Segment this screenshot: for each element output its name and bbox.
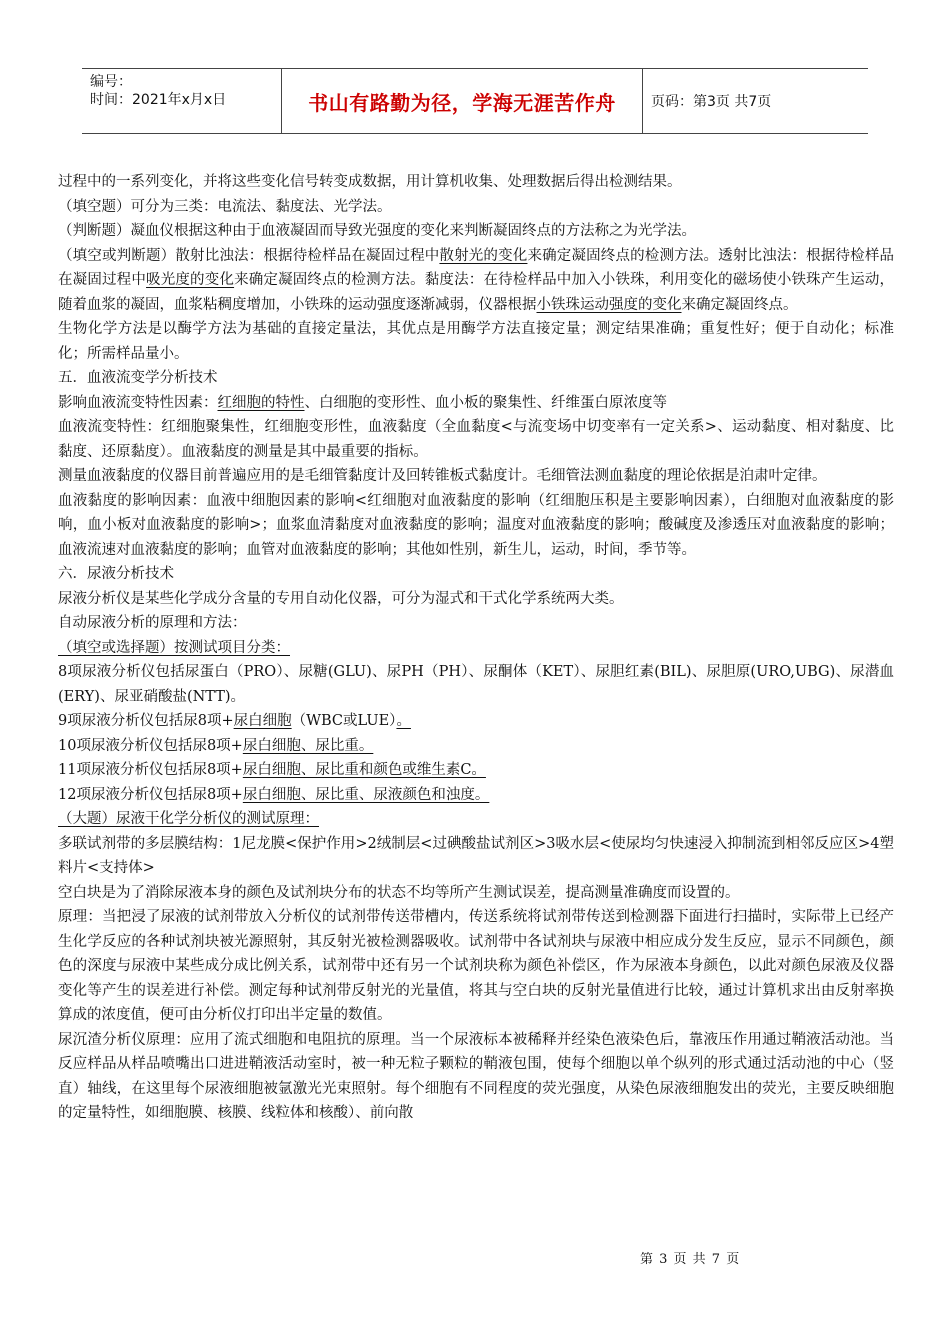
text-segment: 六．尿液分析技术 <box>58 566 174 582</box>
paragraph <box>58 758 894 783</box>
text-segment: 尿液分析仪是某些化学成分含量的专用自动化仪器，可分为湿式和干式化学系统两大类。 <box>58 590 624 607</box>
text-segment: （填空或判断题）散射比浊法：根据待检样品在凝固过程中 <box>58 247 440 264</box>
text-segment: 多联试剂带的多层膜结构：1尼龙膜<保护作用>2绒制层<过碘酸盐试剂区>3吸水层<使尿均匀快速浸入抑制流到相邻反应区>4塑料片<支持体> <box>58 835 894 876</box>
underlined-text: 尿白细胞、尿比重、尿液颜色和浊度。 <box>242 786 490 803</box>
paragraph <box>58 170 894 195</box>
text-segment: （判断题）凝血仪根据这种由于血液凝固而导致光强度的变化来判断凝固终点的方法称之为光学法。 <box>58 223 696 239</box>
paragraph <box>58 611 894 636</box>
text-segment: （WBC或LUE） <box>291 713 397 729</box>
paragraph <box>58 587 894 612</box>
text-segment: 影响血液流变特性因素： <box>58 394 218 411</box>
text-segment: 血液黏度的影响因素：血液中细胞因素的影响<红细胞对血液黏度的影响（红细胞压积是主要影响因素），白细胞对血液黏度的影响，血小板对血液黏度的影响>；血浆血清黏度对血液黏度的影响；温度对血液黏度的影响；酸碱度及渗透压对血液黏度的影响；血液流速对血液黏度的影响；血管对血液黏度的影响；其他如性别，新生儿，运动，时间，季节等。 <box>58 492 894 558</box>
paragraph <box>58 905 894 1028</box>
text-segment: 测量血液黏度的仪器目前普遍应用的是毛细管黏度计及回转锥板式黏度计。毛细管法测血黏度的理论依据是泊肃叶定律。 <box>58 468 827 484</box>
text-segment: 9项尿液分析仪包括尿8项+ <box>58 713 234 729</box>
header-page-label: 页码：第3页 共7页 <box>651 94 772 110</box>
paragraph <box>58 636 894 661</box>
paragraph <box>58 366 894 391</box>
paragraph <box>58 562 894 587</box>
paragraph <box>58 881 894 906</box>
text-segment: 过程中的一系列变化，并将这些变化信号转变成数据，用计算机收集、处理数据后得出检测结果。 <box>58 174 682 190</box>
text-segment: 11项尿液分析仪包括尿8项+ <box>58 762 243 778</box>
paragraph <box>58 709 894 734</box>
text-segment: 10项尿液分析仪包括尿8项+ <box>58 737 243 754</box>
paragraph <box>58 832 894 881</box>
text-segment: 血液流变特性：红细胞聚集性，红细胞变形性，血液黏度（全血黏度<与流变场中切变率有一定关系>、运动黏度、相对黏度、比黏度、还原黏度）。血液黏度的测量是其中最重要的指标。 <box>58 419 894 460</box>
text-segment: 生物化学方法是以酶学方法为基础的直接定量法，其优点是用酶学方法直接定量；测定结果准确；重复性好；便于自动化；标准化；所需样品量小。 <box>58 321 894 362</box>
paragraph <box>58 415 894 464</box>
paragraph <box>58 734 894 759</box>
text-segment: 自动尿液分析的原理和方法： <box>58 615 247 631</box>
text-segment: （填空题）可分为三类：电流法、黏度法、光学法。 <box>58 198 392 215</box>
document-time-label: 时间：2021年x月x日 <box>90 92 227 108</box>
text-segment: 五．血液流变学分析技术 <box>58 370 218 386</box>
paragraph <box>58 219 894 244</box>
paragraph <box>58 489 894 563</box>
underlined-text: 吸光度的变化 <box>146 272 235 288</box>
text-segment: 8项尿液分析仪包括尿蛋白（PRO）、尿糖(GLU)、尿PH（PH）、尿酮体（KET）、尿胆红素(BIL)、尿胆原(URO,UBG)、尿潜血(ERY)、尿亚硝酸盐(NTT)。 <box>58 664 894 705</box>
text-segment: 尿沉渣分析仪原理：应用了流式细胞和电阻抗的原理。当一个尿液标本被稀释并经染色液染色后，靠液压作用通过鞘液活动池。当反应样品从样品喷嘴出口进进鞘液活动室时，被一种无粒子颗粒的鞘液包围，使每个细胞以单个纵列的形式通过活动池的中心（竖直）轴线，在这里每个尿液细胞被氩激光光束照射。每个细胞有不同程度的荧光强度，从染色尿液细胞发出的荧光，主要反映细胞的定量特性，如细胞膜、核膜、线粒体和核酸）、前向散 <box>58 1031 894 1121</box>
text-segment: 空白块是为了消除尿液本身的颜色及试剂块分布的状态不均等所产生测试误差，提高测量准确度而设置的。 <box>58 884 740 901</box>
paragraph <box>58 244 894 318</box>
paragraph <box>58 807 894 832</box>
text-segment: 来确定凝固终点。 <box>681 296 798 313</box>
page-footer: 第 3 页 共 7 页 <box>640 1252 741 1267</box>
paragraph <box>58 391 894 416</box>
document-body <box>58 170 894 1126</box>
underlined-text: 尿白细胞 <box>233 713 292 729</box>
text-segment: 、白细胞的变形性、血小板的聚集性、纤维蛋白原浓度等 <box>304 394 667 411</box>
underlined-text: 小铁珠运动强度的变化 <box>536 296 682 313</box>
underlined-text: 红细胞的特性 <box>217 394 305 411</box>
underlined-text: 尿白细胞、尿比重和颜色或维生素C。 <box>242 762 486 778</box>
header-meta <box>82 69 282 133</box>
underlined-text: （大题）尿液干化学分析仪的测试原理： <box>58 811 319 827</box>
header-motto: 书山有路勤为径，学海无涯苦作舟 <box>282 69 643 133</box>
underlined-text: 尿白细胞、尿比重。 <box>242 737 374 754</box>
page-header <box>82 68 868 134</box>
text-segment: 来确定凝固终点的检测方法。黏度法：在待检样品中加入小铁珠，利用变化的磁场使小铁珠产生运动，随着血浆的凝固，血浆粘稠度增加，小铁珠的运动强度逐渐减弱，仪器根据 <box>58 272 895 313</box>
paragraph <box>58 1028 894 1126</box>
text-segment: 来确定凝固终点的检测方法。透射比浊法：根据待检样品在凝固过程中 <box>58 247 895 288</box>
document-number-label: 编号： <box>90 74 132 90</box>
paragraph <box>58 783 894 808</box>
paragraph <box>58 317 894 366</box>
paragraph <box>58 195 894 220</box>
underlined-text: （填空或选择题）按测试项目分类： <box>58 639 290 656</box>
paragraph <box>58 464 894 489</box>
paragraph <box>58 660 894 709</box>
underlined-text: 。 <box>396 713 411 729</box>
underlined-text: 散射光的变化 <box>439 247 528 264</box>
text-segment: 12项尿液分析仪包括尿8项+ <box>58 786 243 803</box>
text-segment: 原理：当把浸了尿液的试剂带放入分析仪的试剂带传送带槽内，传送系统将试剂带传送到检测器下面进行扫描时，实际带上已经产生化学反应的各种试剂块被光源照射，其反射光被检测器吸收。试剂带中各试剂块与尿液中相应成分发生反应，显示不同颜色，颜色的深度与尿液中某些成分成比例关系，试剂带中还有另一个试剂块称为颜色补偿区，作为尿液本身颜色，以此对颜色尿液及仪器变化等产生的误差进行补偿。测定每种试剂带反射光的光量值，将其与空白块的反射光量值进行比较，通过计算机求出由反射率换算成的浓度值，便可由分析仪打印出半定量的数值。 <box>58 909 894 1023</box>
